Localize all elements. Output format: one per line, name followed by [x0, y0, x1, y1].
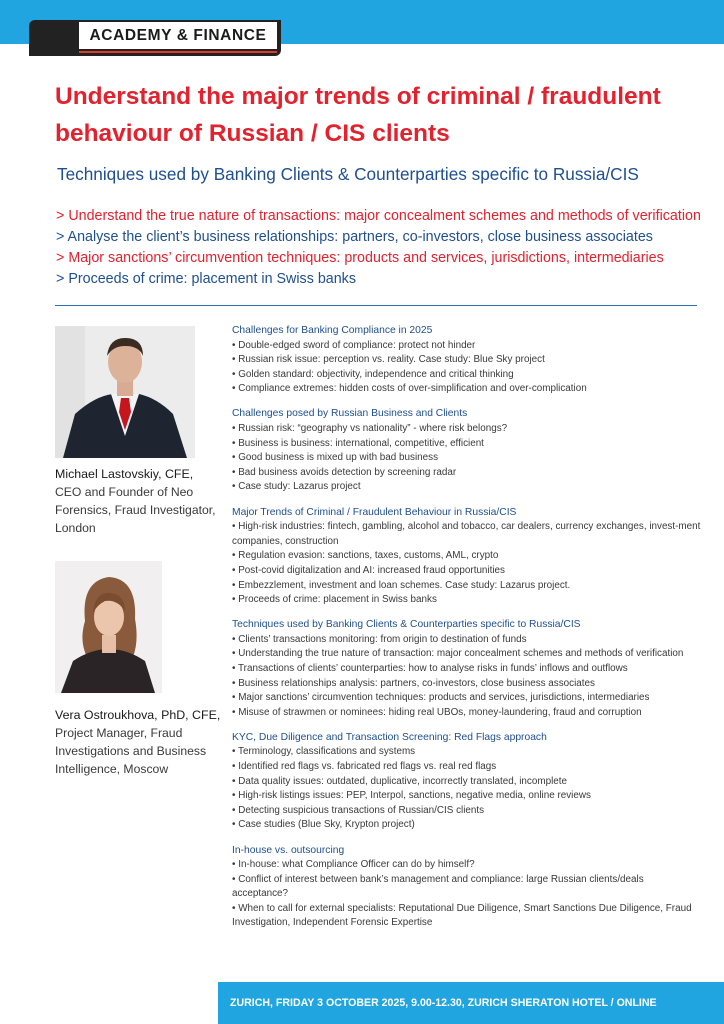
- agenda-item: • Golden standard: objectivity, independence and critical thinking: [232, 368, 514, 380]
- agenda-item: • Case studies (Blue Sky, Krypton project): [232, 819, 415, 831]
- agenda-item: • Good business is mixed up with bad business: [232, 452, 439, 464]
- agenda-item: • Conflict of interest between bank’s management and compliance: large Russian clients/deals acceptance?: [232, 873, 644, 900]
- agenda-item: • Terminology, classifications and systems: [232, 746, 416, 758]
- agenda-item: • Identified red flags vs. fabricated red flags vs. real red flags: [232, 761, 497, 773]
- agenda-item: • Business relationships analysis: partners, co-investors, close business associates: [232, 677, 595, 689]
- brand-logo: [29, 20, 281, 56]
- agenda-section-heading: Techniques used by Banking Clients & Counterparties specific to Russia/CIS: [232, 619, 581, 631]
- agenda-item: • Data quality issues: outdated, duplicative, incorrectly translated, incomplete: [232, 775, 567, 787]
- page-subtitle: Techniques used by Banking Clients & Counterparties specific to Russia/CIS: [57, 164, 639, 184]
- agenda-item: • In-house: what Compliance Officer can do by himself?: [232, 859, 475, 871]
- agenda-item: • Major sanctions’ circumvention techniques: products and services, jurisdictions, intermediaries: [232, 692, 650, 704]
- speaker-vera: [55, 706, 225, 778]
- agenda-item: • Regulation evasion: sanctions, taxes, customs, AML, crypto: [232, 550, 499, 562]
- event-footer: [218, 982, 724, 1024]
- agenda-section-heading: Challenges for Banking Compliance in 2025: [232, 325, 433, 336]
- agenda-section: [232, 324, 702, 397]
- agenda-section-heading: Major Trends of Criminal / Fraudulent Behaviour in Russia/CIS: [232, 506, 517, 518]
- speaker-michael: [55, 465, 225, 537]
- agenda-item: • Case study: Lazarus project: [232, 481, 361, 493]
- speaker-role: CEO and Founder of Neo Forensics, Fraud Investigator, London: [55, 485, 216, 535]
- agenda-section: [232, 731, 702, 833]
- agenda-item: • Compliance extremes: hidden costs of over-simplification and over-complication: [232, 383, 587, 395]
- agenda-item: • When to call for external specialists: Reputational Due Diligence, Smart Sanctions Due Diligence, Fraud Investigation, Independent Forensic Expertise: [232, 902, 692, 929]
- agenda: [232, 324, 702, 942]
- agenda-item: • Clients’ transactions monitoring: from origin to destination of funds: [232, 633, 527, 645]
- agenda-section: [232, 844, 702, 932]
- agenda-item: • Understanding the true nature of transaction: major concealment schemes and methods of verification: [232, 648, 684, 660]
- key-point: > Understand the true nature of transactions: major concealment schemes and methods of verification: [56, 208, 701, 224]
- agenda-item: • Business is business: international, competitive, efficient: [232, 437, 484, 449]
- agenda-section-heading: KYC, Due Diligence and Transaction Screening: Red Flags approach: [232, 731, 547, 743]
- agenda-item: • Embezzlement, investment and loan schemes. Case study: Lazarus project.: [232, 579, 571, 591]
- key-points: [56, 206, 716, 290]
- agenda-item: • Transactions of clients’ counterparties: how to analyse risks in funds’ inflows and outflows: [232, 662, 628, 674]
- speaker-name: Vera Ostroukhova, PhD, CFE,: [55, 708, 221, 722]
- agenda-section: [232, 618, 702, 720]
- brand-name: ACADEMY & FINANCE: [79, 22, 277, 49]
- agenda-section-heading: Challenges posed by Russian Business and Clients: [232, 408, 468, 420]
- agenda-item: • High-risk industries: fintech, gambling, alcohol and tobacco, car dealers, currency exchanges, invest-ment companies, construction: [232, 521, 701, 547]
- agenda-item: • Misuse of strawmen or nominees: hiding real UBOs, money-laundering, fraud and corruption: [232, 706, 642, 718]
- agenda-item: • High-risk listings issues: PEP, Interpol, sanctions, negative media, online reviews: [232, 790, 591, 802]
- key-point: > Analyse the client’s business relationships: partners, co-investors, close business associates: [56, 229, 653, 245]
- speaker-role: Project Manager, Fraud Investigations and Business Intelligence, Moscow: [55, 726, 207, 776]
- speaker-photo-vera: [55, 561, 162, 693]
- agenda-item: • Bad business avoids detection by screening radar: [232, 466, 457, 478]
- agenda-item: • Russian risk: “geography vs nationality” - where risk belongs?: [232, 423, 508, 435]
- agenda-item: • Russian risk issue: perception vs. reality. Case study: Blue Sky project: [232, 354, 545, 366]
- agenda-item: • Detecting suspicious transactions of Russian/CIS clients: [232, 804, 485, 816]
- agenda-item: • Post-covid digitalization and AI: increased fraud opportunities: [232, 564, 505, 576]
- speaker-photo-michael: [55, 326, 195, 458]
- event-details: ZURICH, FRIDAY 3 OCTOBER 2025, 9.00-12.30, ZURICH SHERATON HOTEL / ONLINE: [230, 997, 657, 1009]
- key-point: > Major sanctions’ circumvention techniques: products and services, jurisdictions, intermediaries: [56, 250, 664, 266]
- speaker-name: Michael Lastovskiy, CFE,: [55, 467, 194, 481]
- agenda-item: • Proceeds of crime: placement in Swiss banks: [232, 594, 437, 606]
- agenda-section: [232, 407, 702, 495]
- divider: [55, 305, 697, 306]
- key-point: > Proceeds of crime: placement in Swiss banks: [56, 271, 356, 287]
- agenda-section: [232, 506, 702, 608]
- agenda-item: • Double-edged sword of compliance: protect not hinder: [232, 339, 476, 351]
- agenda-section-heading: In-house vs. outsourcing: [232, 844, 345, 856]
- page-title: Understand the major trends of criminal / fraudulent behaviour of Russian / CIS clients: [55, 83, 661, 147]
